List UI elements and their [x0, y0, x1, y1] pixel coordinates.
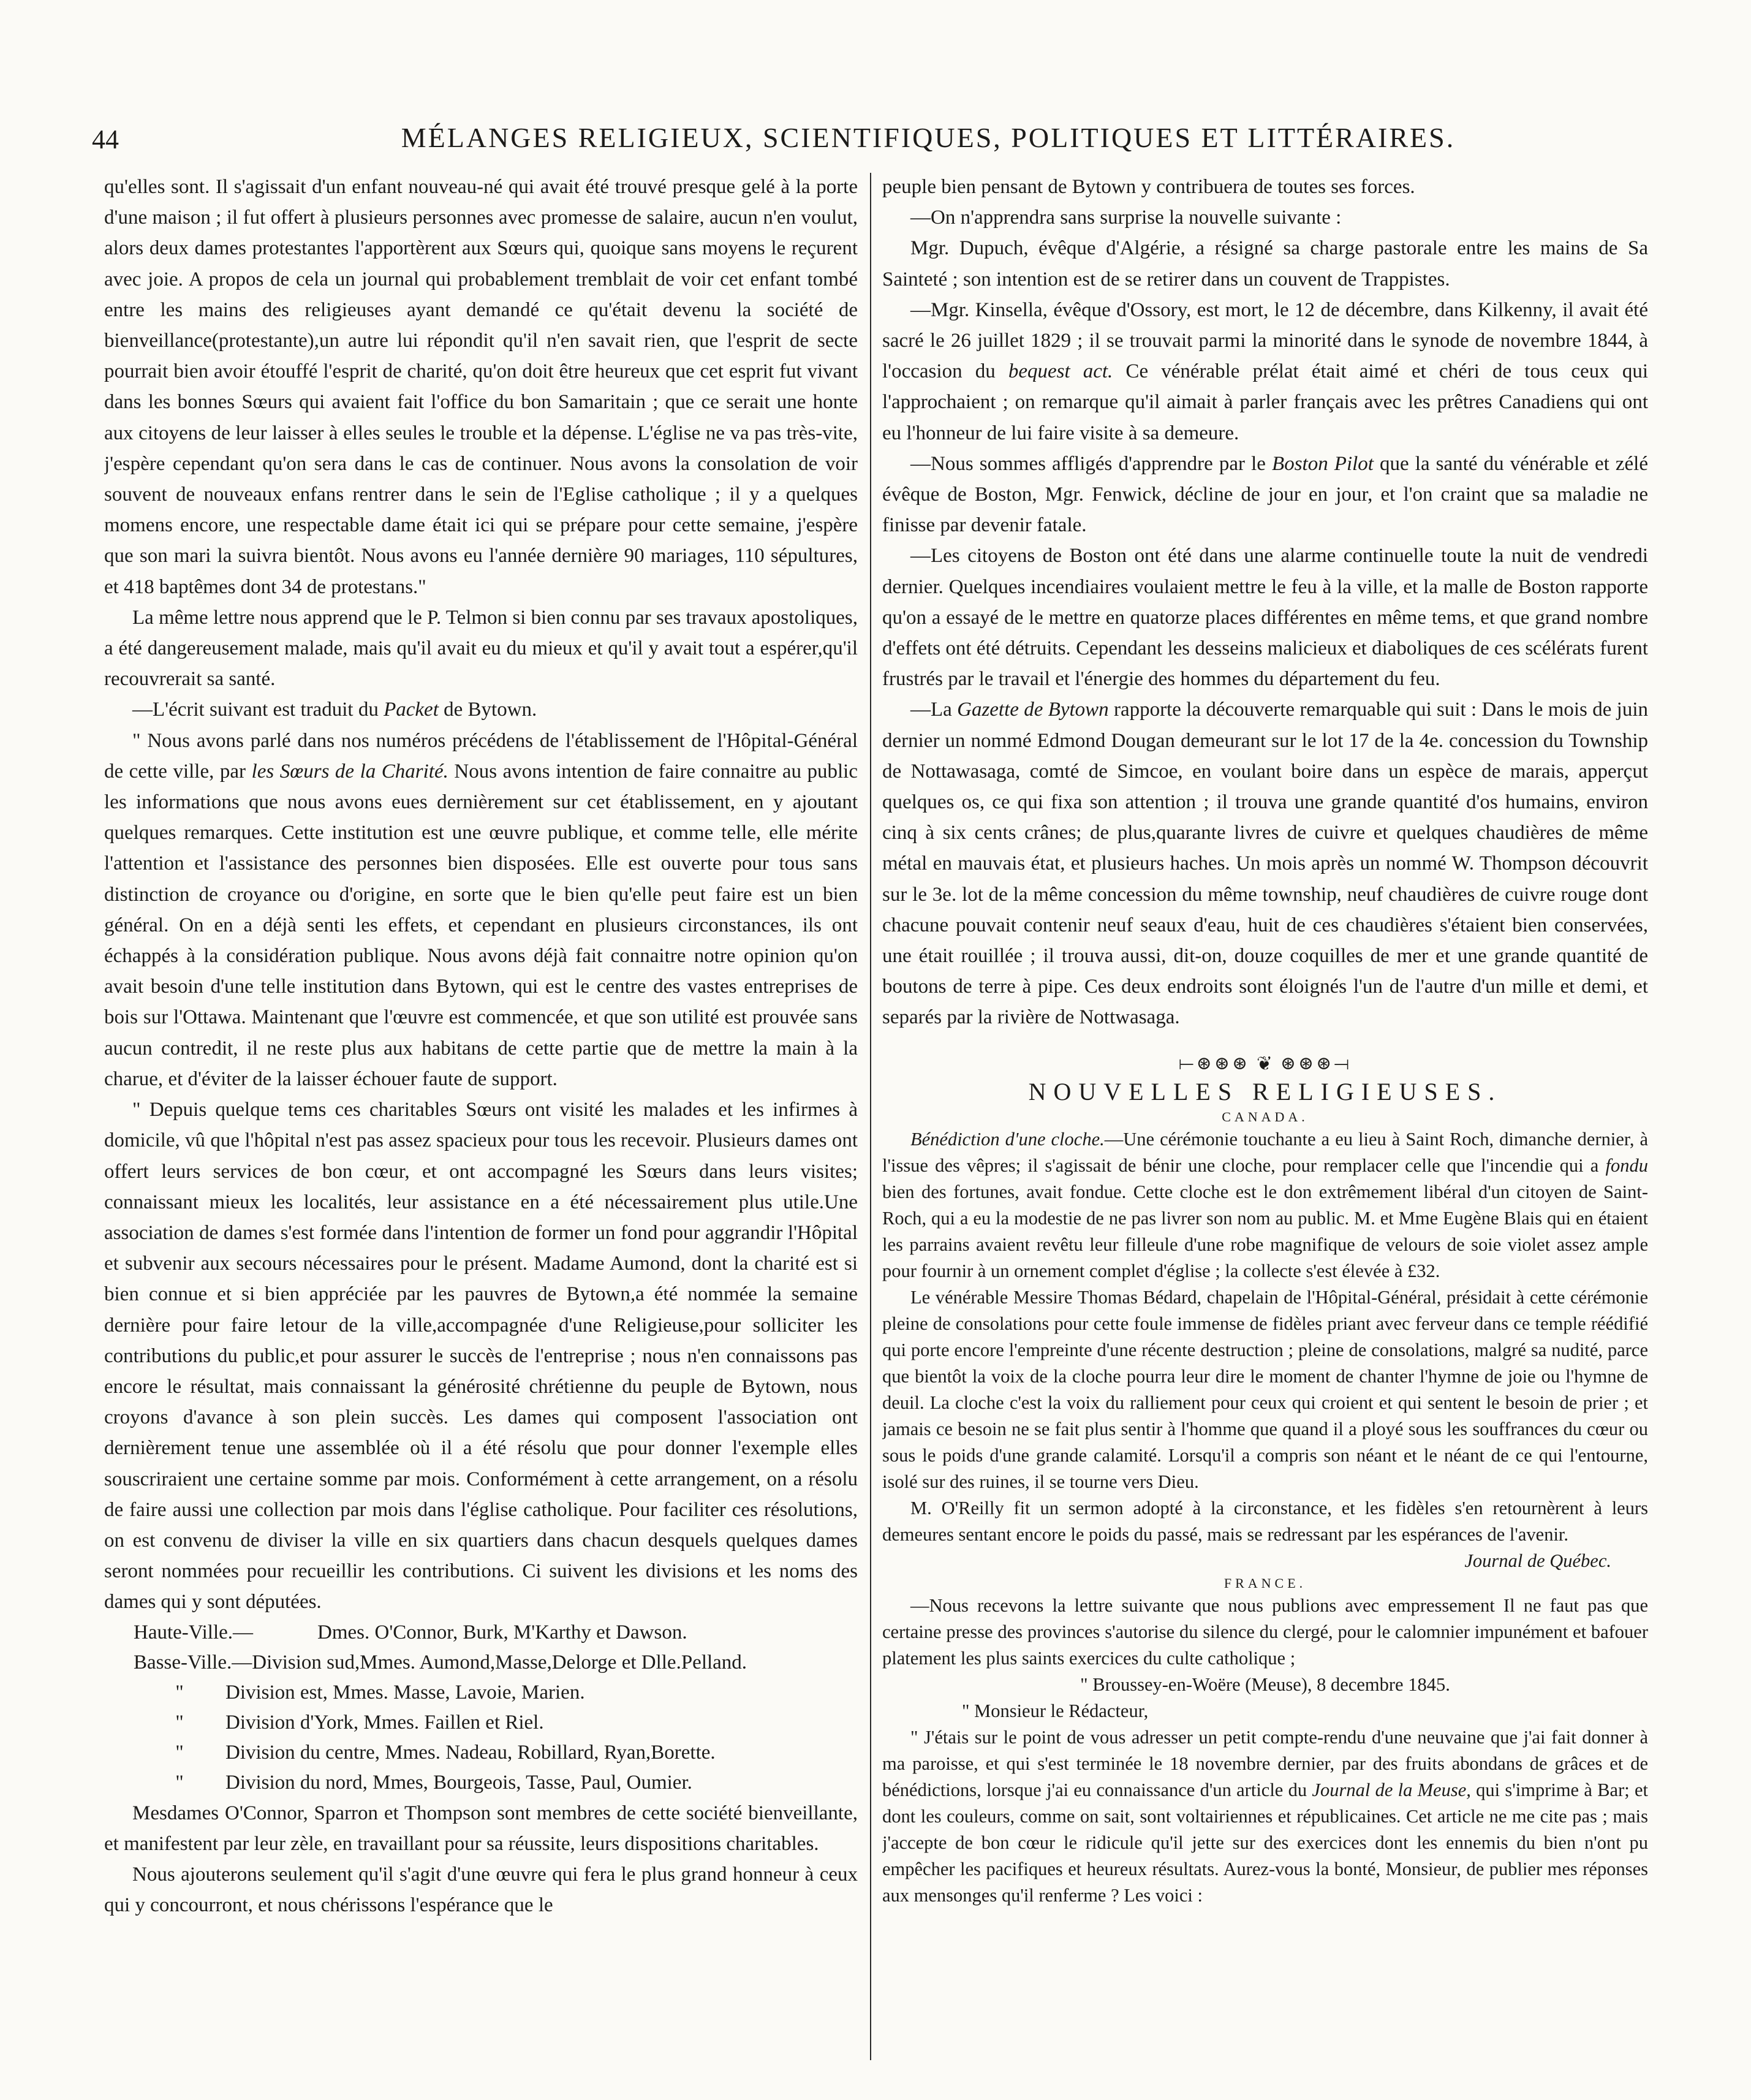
ditto-mark: " — [175, 1771, 184, 1794]
text-run: Nous avons intention de faire connaitre au public les informations que nous avons eues dernièrement sur cet établissement, en y ajoutant quelques remarques. Cette institution est une œuvre publique, et comme telle, elle mérite l'attention et l'assistance des personnes bien disposées. Elle est ouverte pour tous sans distinction de croyance ou d'origine, en sorte que le bien qu'elle peut faire est un bien général. On en a déjà senti les effets, et cependant en plusieurs circonstances, ils ont échappés à la considération publique. Nous avons déjà fait connaitre notre opinion qu'on avait besoin d'une telle institution dans Bytown, qui est le centre des vastes entreprises de bois sur l'Ottawa. Maintenant que l'œuvre est commencée, et que son utilité est prouvée sans aucun contredit, il ne reste plus aux habitans de cette partie que de mettre la main à la charue, et d'éviter de la laisser échouer faute de support. — [104, 760, 858, 1090]
paragraph-decouverte — [882, 694, 1648, 1033]
division-text: Division d'York, Mmes. Faillen et Riel. — [225, 1711, 544, 1734]
newspaper-title: Gazette de Bytown — [957, 699, 1109, 721]
text-run: " Nous avons parlé dans nos numéros précédens de l'établissement de l'Hôpital-Général de cette ville, par — [104, 729, 858, 783]
paragraph-hopital-general — [104, 726, 858, 1094]
newspaper-title: Packet — [384, 699, 439, 721]
paragraph-bedard: Le vénérable Messire Thomas Bédard, chapelain de l'Hôpital-Général, présidait à cette cérémonie pleine de consolations pour cette foule immense de fidèles priant avec ferveur dans ce temple réédifié qui porte encore l'empreinte d'une récente destruction ; pleine de consolations, malgré sa nudité, parce que bientôt la voix de la cloche pourra leur dire le moment de chanter l'hymne de joie ou l'hymne de deuil. La cloche c'est la voix du ralliement pour ceux qui croient et qui sentent le besoin de prier ; et jamais ce besoin ne se fait plus sentir à l'homme que quand il a ployé sous les souffrances du cœur ou sous le poids d'une grande calamité. Lorsqu'il a compris son néant et le néant de ce qui l'entourne, isolé sur des ruines, il se tourne vers Dieu. — [882, 1286, 1648, 1492]
paragraph-ajouterons: Nous ajouterons seulement qu'il s'agit d'une œuvre qui fera le plus grand honneur à ceux qui y concourront, et nous chérissons l'espérance que le — [104, 1863, 858, 1917]
paragraph-boston: —Les citoyens de Boston ont été dans une alarme continuelle toute la nuit de vendredi dernier. Quelques incendiaires voulaient mettre le feu à la ville, et la malle de Boston rapporte qu'on a essayé de le mettre en quatorze places différentes en même tems, et que grand nombre d'effets ont été détruits. Cependant les desseins malicieux et diaboliques de ces scélérats furent frustrés par le travail et l'énergie des hommes du département du feu. — [882, 545, 1648, 691]
column-divider — [870, 173, 871, 2060]
left-column — [104, 172, 858, 2071]
order-name: les Sœurs de la Charité. — [251, 760, 448, 783]
letter-salutation: " Monsieur le Rédacteur, — [962, 1700, 1149, 1721]
source-credit: Journal de Québec. — [1464, 1550, 1611, 1571]
division-list — [134, 1618, 858, 1798]
division-row — [134, 1708, 858, 1738]
text-run: —Mgr. Kinsella, évêque d'Ossory, est mort, le 12 de décembre, dans Kilkenny, il avait été sacré le 26 juillet 1829 ; il se trouvait parmi la minorité dans le synode de novembre 1844, à l'occasion du — [882, 298, 1648, 383]
division-row — [134, 1738, 858, 1768]
ditto-mark: " — [175, 1681, 184, 1704]
letter-dateline: " Broussey-en-Woëre (Meuse), 8 decembre 1845. — [1080, 1674, 1450, 1695]
paragraph-oreilly — [882, 1495, 1648, 1548]
page-number: 44 — [92, 124, 119, 154]
paragraph-telmon: La même lettre nous apprend que le P. Telmon si bien connu par ses travaux apostoliques, a été dangereusement malade, mais qu'il avait eu du mieux et qu'il y avait tout a espérer,qu'il recouvrerait sa santé. — [104, 606, 858, 691]
paragraph-nouvelle-intro: —On n'apprendra sans surprise la nouvelle suivante : — [910, 207, 1342, 229]
text-run: —Nous sommes affligés d'apprendre par le — [910, 452, 1273, 475]
paragraph-dupuch: Mgr. Dupuch, évêque d'Algérie, a résigné sa charge pastorale entre les mains de Sa Sainteté ; son intention est de se retirer dans un couvent de Trappistes. — [882, 237, 1648, 290]
division-row — [134, 1618, 858, 1648]
paragraph-fenwick — [882, 449, 1648, 541]
text-run: que la santé du vénérable et zélé évêque de Boston, Mgr. Fenwick, décline de jour en jour, et l'on craint que sa maladie ne finisse par devenir fatale. — [882, 452, 1648, 537]
paragraph-lettre-body — [882, 1724, 1648, 1909]
text-run: rapporte la découverte remarquable qui suit : Dans le mois de juin dernier un nommé Edmond Dougan demeurant sur le lot 17 de la 4e. concession du Township de Nottawasaga, comté de Simcoe, en voulant boire dans un espèce de marais, apperçut quelques os, ce qui fixa son attention ; il trouva une grande quantité d'os humains, environ cinq à six cents crânes; de plus,quarante livres de cuivre et quelques chaudières de même métal en mauvais état, et plusieurs haches. Un mois après un nommé W. Thompson découvrit sur le 3e. lot de la même concession du même township, neuf chaudières de cuivre rouge dont chacune pouvait contenir neuf seaux d'eau, huit de ces chaudières s'étaient bien conservées, une était rouillée ; il trouva aussi, dit-on, douze coquilles de mer et une grande quantité de boutons de terre à pipe. Ces deux endroits sont éloignés l'un de l'autre d'un mille et demi, et separés par la rivière de Nottwasaga. — [882, 699, 1648, 1029]
division-text: Dmes. O'Connor, Burk, M'Karthy et Dawson. — [317, 1621, 687, 1643]
text-run: M. O'Reilly fit un sermon adopté à la circonstance, et les fidèles s'en retournèrent à leurs demeures sentant encore le poids du passé, mais se redressant par les espérances de l'avenir. — [882, 1497, 1648, 1545]
text-run: —La — [910, 699, 958, 721]
text-run: " J'étais sur le point de vous adresser un petit compte-rendu d'une neuvaine que j'ai fait donner à ma paroisse, et qui s'est terminée le 18 novembre dernier, par des fruits abondans de grâces et de bénédictions, lorsque j'ai eu connaissance d'un article du — [882, 1726, 1648, 1800]
text-run: de Bytown. — [438, 699, 537, 721]
ditto-mark: " — [175, 1741, 184, 1764]
paragraph-lettre-intro: —Nous recevons la lettre suivante que nous publions avec empressement Il ne faut pas que certaine presse des provinces s'autorise du silence du clergé, pour le calomnier impunément et bafouer platement les plus saints exercices du culte catholique ; — [882, 1594, 1648, 1669]
division-text: Division est, Mmes. Masse, Lavoie, Marien. — [225, 1681, 585, 1704]
ditto-mark: " — [175, 1711, 184, 1734]
subhead-france: FRANCE. — [1223, 1575, 1307, 1591]
division-row — [134, 1768, 858, 1798]
text-run: —L'écrit suivant est traduit du — [132, 699, 384, 721]
division-row — [134, 1678, 858, 1708]
act-name: bequest act. — [1008, 360, 1113, 383]
division-text: Division du centre, Mmes. Nadeau, Robillard, Ryan,Borette. — [225, 1741, 716, 1764]
subhead-canada: CANADA. — [1222, 1109, 1309, 1124]
paragraph-bytown-end: peuple bien pensant de Bytown y contribuera de toutes ses forces. — [882, 176, 1415, 198]
section-ornament: ⟝⊛⊛⊛ ❦ ⊛⊛⊛⟞ — [1178, 1053, 1352, 1074]
division-row — [134, 1648, 858, 1678]
division-label: Basse-Ville.— — [134, 1651, 252, 1674]
division-label: Haute-Ville.— — [134, 1621, 254, 1643]
paragraph-cloche — [882, 1126, 1648, 1284]
paragraph-kinsella — [882, 295, 1648, 449]
paragraph-visites: " Depuis quelque tems ces charitables Sœurs ont visité les malades et les infirmes à domicile, vû que l'hôpital n'est pas assez spacieux pour tous les recevoir. Plusieurs dames ont offert leurs services de bon cœur, et ont accompagné les Sœurs dans leurs visites; connaissant mieux les localités, leur assistance en a été nécessairement plus utile.Une association de dames s'est formée dans l'intention de former un fond pour aggrandir l'Hôpital et subvenir aux secours nécessaires pour le présent. Madame Aumond, dont la charité est si bien connue et si bien appréciée par les pauvres de Bytown,a été nommée la semaine dernière pour faire letour de la ville,accompagnée d'une Religieuse,pour solliciter les contributions du public,et pour assurer le succès de l'entreprise ; nous n'en connaissons pas encore le résultat, mais connaissant la générosité chrétienne du peuple de Bytown, nous croyons d'avance à son plein succès. Les dames qui composent l'association ont dernièrement tenue une assemblée où il a été résolu que pour donner l'exemple elles souscriraient une certaine somme par mois. Conformément à cette arrangement, on a résolu de faire aussi une collection par mois dans l'église catholique. Pour faciliter ces résolutions, on est convenu de diviser la ville en six quartiers dans chacun desquels quelques dames seront nommées pour recueillir les contributions. Ci suivent les divisions et les noms des dames qui y sont députées. — [104, 1099, 858, 1613]
text-run: Ce vénérable prélat était aimé et chéri de tous ceux qui l'approchaient ; on remarque qu'il aimait à parler français avec les prêtres Canadiens qui ont eu l'honneur de lui faire visite à sa demeure. — [882, 360, 1648, 444]
text-run: qui s'imprime à Bar; et dont les couleurs, comme on sait, sont voltairiennes et républicaines. Cet article ne me cite pas ; mais j'accepte de bon cœur le ridicule qu'il jette sur des exercices dont les ennemis du bien n'ont pu empêcher les pacifiques et heureux résultats. Aurez-vous la bonté, Monsieur, de publier mes réponses aux mensonges qu'il renferme ? Les voici : — [882, 1779, 1648, 1906]
paragraph-packet-intro — [104, 694, 858, 725]
text-run: bien des fortunes, avait fondue. Cette cloche est le don extrêmement libéral d'un citoyen de Saint-Roch, qui a eu la modestie de ne pas livrer son nom au public. M. et Mme Eugène Blais qui en étaient les parrains avaient revêtu leur filleule d'une robe magnifique de velours de soie violet assez ample pour fournir à un ornement complet d'église ; la collecte s'est élevée à £32. — [882, 1181, 1648, 1281]
right-column — [882, 172, 1648, 2071]
page-header — [92, 118, 1660, 161]
paragraph-letter-end: qu'elles sont. Il s'agissait d'un enfant nouveau-né qui avait été trouvé presque gelé à la porte d'une maison ; il fut offert à plusieurs personnes avec promesse de salaire, aucun n'en voulut, alors deux dames protestantes l'apportèrent aux Sœurs qui, quoique sans moyens le reçurent avec joie. A propos de cela un journal qui probablement tremblait de voir cet enfant tombé entre les mains des religieuses ayant demandé ce qu'était devenu la société de bienveillance(protestante),un autre lui répondit qu'il n'en savait rien, que l'esprit de secte pourrait bien avoir étouffé l'esprit de charité, qu'on doit être heureux que cet esprit fut vivant dans les bonnes Sœurs qui avaient fait l'office du bon Samaritain ; que ce serait une honte aux citoyens de leur laisser à elles seules le trouble et la dépense. L'église ne va pas très-vite, j'espère cependant qu'on sera dans le cas de continuer. Nous avons la consolation de voir souvent de nouveaux enfans rentrer dans le sein de l'Eglise catholique ; il y a quelques momens encore, une respectable dame était ici qui se prépare pour cette semaine, j'espère que son mari la suivra bientôt. Nous avons eu l'année dernière 90 mariages, 110 sépultures, et 418 baptêmes dont 34 de protestans." — [104, 176, 858, 598]
division-text: Division sud,Mmes. Aumond,Masse,Delorge et Dlle.Pelland. — [252, 1651, 747, 1674]
running-title: MÉLANGES RELIGIEUX, SCIENTIFIQUES, POLITIQUES ET LITTÉRAIRES. — [401, 122, 1456, 153]
text-run: —Une cérémonie touchante a eu lieu à Saint Roch, dimanche dernier, à l'issue des vêpres; il s'agissait de bénir une cloche, pour remplacer celle que l'incendie qui a — [882, 1128, 1648, 1176]
paragraph-mesdames: Mesdames O'Connor, Sparron et Thompson sont membres de cette société bienveillante, et manifestent par leur zèle, en travaillant pour sa réussite, leurs dispositions charitables. — [104, 1802, 858, 1855]
article-heading: Bénédiction d'une cloche. — [910, 1128, 1105, 1150]
section-title: NOUVELLES RELIGIEUSES. — [1028, 1077, 1502, 1105]
newspaper-title: Boston Pilot — [1272, 452, 1374, 475]
newspaper-title: Journal de la Meuse, — [1312, 1779, 1471, 1800]
emphasis: fondu — [1605, 1154, 1648, 1176]
division-text: Division du nord, Mmes, Bourgeois, Tasse, Paul, Oumier. — [225, 1771, 692, 1794]
